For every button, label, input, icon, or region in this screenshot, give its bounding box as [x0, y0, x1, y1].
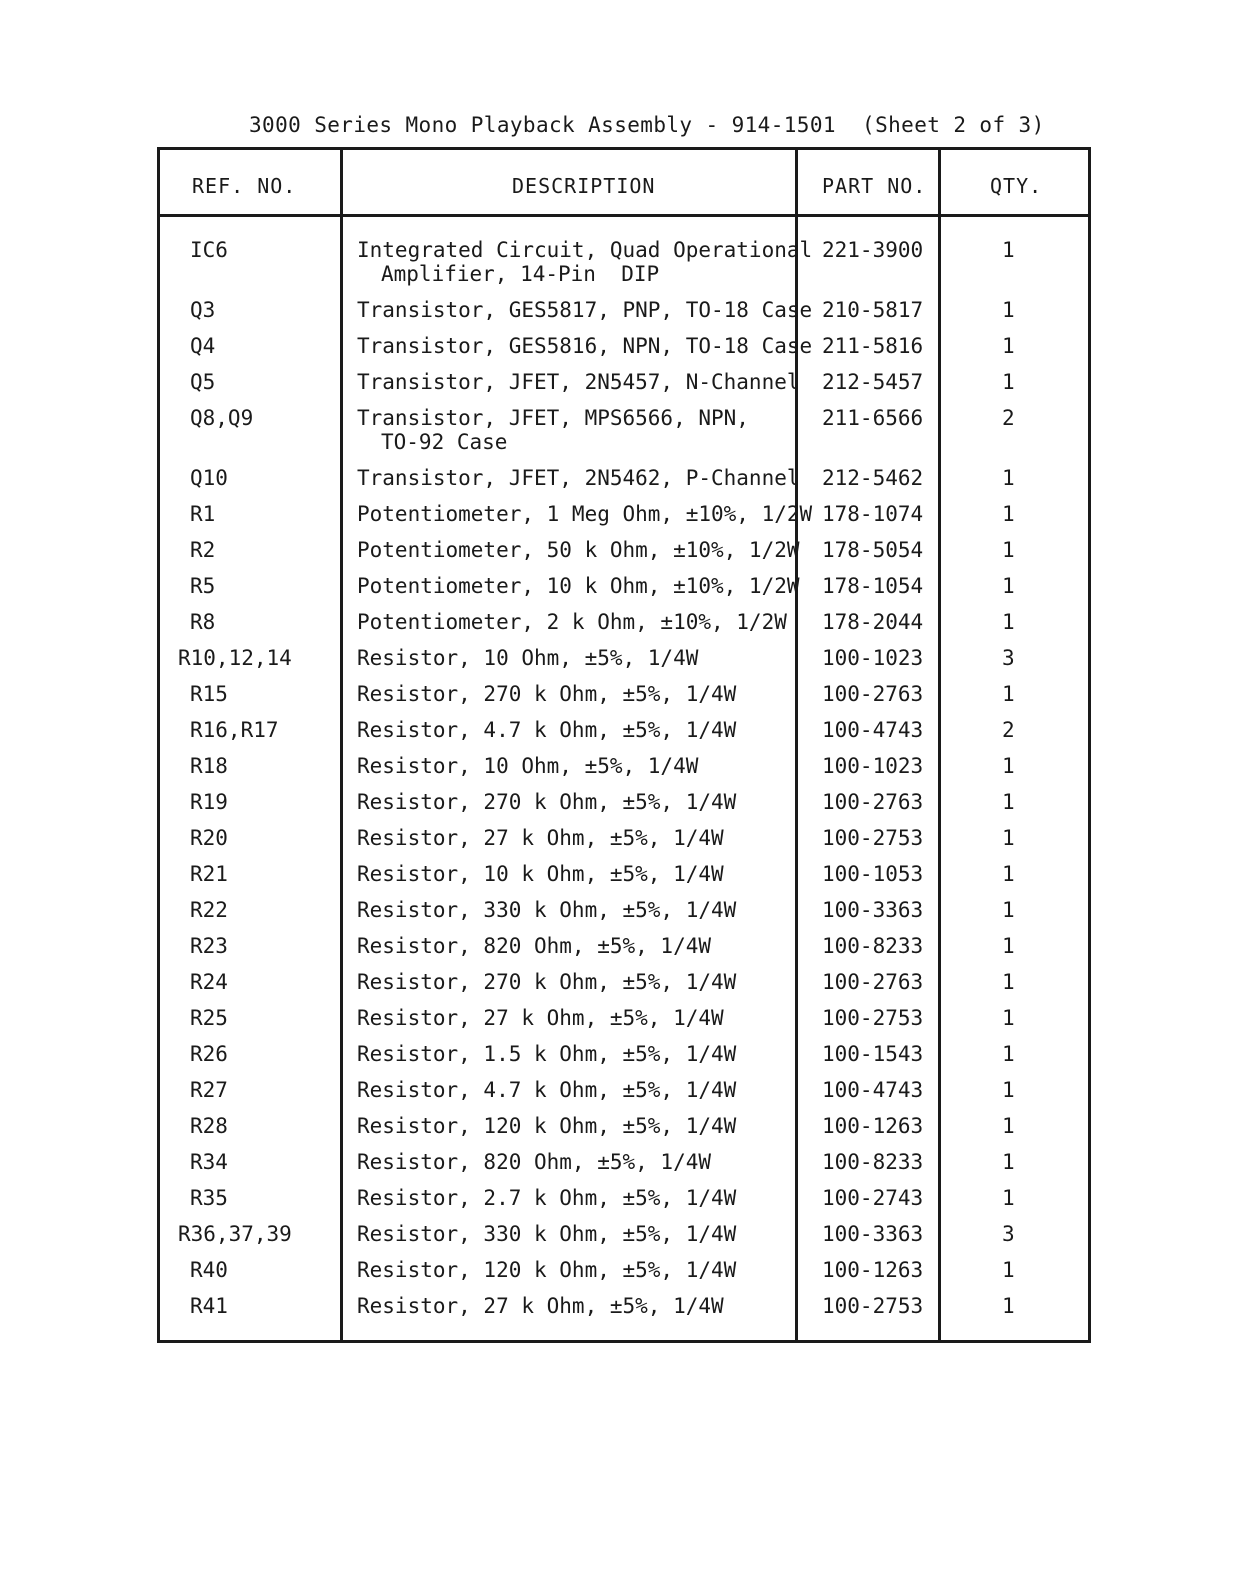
qty-cell: 1 — [1002, 970, 1015, 994]
description-line: Resistor, 270 k Ohm, ±5%, 1/4W — [357, 682, 737, 706]
qty-cell: 1 — [1002, 1294, 1015, 1318]
description-line: Transistor, GES5817, PNP, TO-18 Case — [357, 298, 813, 322]
description-line: Transistor, JFET, MPS6566, NPN, — [357, 406, 749, 430]
ref-no-cell: R19 — [190, 790, 228, 814]
qty-cell: 1 — [1002, 898, 1015, 922]
part-no-cell: 100-2763 — [822, 790, 924, 814]
description-cell — [357, 754, 698, 778]
qty-cell: 2 — [1002, 406, 1015, 430]
part-no-cell: 100-8233 — [822, 1150, 924, 1174]
description-line: Resistor, 270 k Ohm, ±5%, 1/4W — [357, 790, 737, 814]
description-cell — [357, 1042, 736, 1066]
part-no-cell: 178-5054 — [822, 538, 924, 562]
ref-no-cell: R16,R17 — [190, 718, 279, 742]
qty-cell: 1 — [1002, 1186, 1015, 1210]
description-line: Resistor, 330 k Ohm, ±5%, 1/4W — [357, 898, 737, 922]
qty-cell: 3 — [1002, 1222, 1015, 1246]
ref-no-cell: R15 — [190, 682, 228, 706]
qty-cell: 1 — [1002, 1258, 1015, 1282]
description-line: Resistor, 27 k Ohm, ±5%, 1/4W — [357, 826, 724, 850]
description-cell — [357, 1006, 724, 1030]
description-cell — [357, 238, 812, 286]
description-line: Transistor, JFET, 2N5462, P-Channel — [357, 466, 800, 490]
description-cell — [357, 370, 800, 394]
description-cell — [357, 898, 736, 922]
header-divider — [160, 214, 1088, 217]
qty-cell: 1 — [1002, 826, 1015, 850]
qty-cell: 1 — [1002, 934, 1015, 958]
qty-cell: 1 — [1002, 1042, 1015, 1066]
ref-no-cell: R34 — [190, 1150, 228, 1174]
ref-no-cell: Q5 — [190, 370, 216, 394]
header-ref-no: REF. NO. — [192, 174, 297, 198]
part-no-cell: 212-5457 — [822, 370, 924, 394]
description-line: Integrated Circuit, Quad Operational — [357, 238, 813, 262]
description-line: Resistor, 10 Ohm, ±5%, 1/4W — [357, 646, 699, 670]
part-no-cell: 100-3363 — [822, 898, 924, 922]
description-cell — [357, 934, 711, 958]
description-line: Resistor, 270 k Ohm, ±5%, 1/4W — [357, 970, 737, 994]
part-no-cell: 178-2044 — [822, 610, 924, 634]
ref-no-cell: R21 — [190, 862, 228, 886]
part-no-cell: 100-2753 — [822, 1006, 924, 1030]
qty-cell: 1 — [1002, 502, 1015, 526]
ref-no-cell: R18 — [190, 754, 228, 778]
qty-cell: 1 — [1002, 538, 1015, 562]
part-no-cell: 100-1053 — [822, 862, 924, 886]
ref-no-cell: R20 — [190, 826, 228, 850]
description-cell — [357, 574, 800, 598]
description-line: Resistor, 820 Ohm, ±5%, 1/4W — [357, 934, 712, 958]
part-no-cell: 100-4743 — [822, 718, 924, 742]
part-no-cell: 211-6566 — [822, 406, 924, 430]
qty-cell: 1 — [1002, 610, 1015, 634]
description-cell — [357, 610, 787, 634]
ref-no-cell: R23 — [190, 934, 228, 958]
part-no-cell: 221-3900 — [822, 238, 924, 262]
description-line: Resistor, 4.7 k Ohm, ±5%, 1/4W — [357, 1078, 737, 1102]
description-line: Resistor, 2.7 k Ohm, ±5%, 1/4W — [357, 1186, 737, 1210]
parts-table — [157, 147, 1091, 1343]
ref-no-cell: Q3 — [190, 298, 216, 322]
description-line: Potentiometer, 50 k Ohm, ±10%, 1/2W — [357, 538, 800, 562]
part-no-cell: 212-5462 — [822, 466, 924, 490]
qty-cell: 1 — [1002, 466, 1015, 490]
ref-no-cell: R22 — [190, 898, 228, 922]
description-line: Resistor, 120 k Ohm, ±5%, 1/4W — [357, 1258, 737, 1282]
ref-no-cell: R10,12,14 — [178, 646, 292, 670]
description-cell — [357, 406, 749, 454]
description-cell — [357, 1258, 736, 1282]
description-line: Potentiometer, 1 Meg Ohm, ±10%, 1/2W — [357, 502, 813, 526]
part-no-cell: 100-2743 — [822, 1186, 924, 1210]
ref-no-cell: Q10 — [190, 466, 228, 490]
ref-no-cell: R28 — [190, 1114, 228, 1138]
description-line: Resistor, 4.7 k Ohm, ±5%, 1/4W — [357, 718, 737, 742]
description-line: Transistor, GES5816, NPN, TO-18 Case — [357, 334, 813, 358]
ref-no-cell: R25 — [190, 1006, 228, 1030]
ref-no-cell: Q4 — [190, 334, 216, 358]
description-cell — [357, 1150, 711, 1174]
qty-cell: 1 — [1002, 238, 1015, 262]
header-qty: QTY. — [990, 174, 1043, 198]
description-continuation: TO-92 Case — [381, 430, 508, 454]
description-cell — [357, 1114, 736, 1138]
qty-cell: 1 — [1002, 574, 1015, 598]
description-cell — [357, 1078, 736, 1102]
description-line: Resistor, 120 k Ohm, ±5%, 1/4W — [357, 1114, 737, 1138]
part-no-cell: 178-1054 — [822, 574, 924, 598]
ref-no-cell: R36,37,39 — [178, 1222, 292, 1246]
description-cell — [357, 826, 724, 850]
description-cell — [357, 538, 800, 562]
ref-no-cell: R27 — [190, 1078, 228, 1102]
header-part-no: PART NO. — [822, 174, 927, 198]
part-no-cell: 100-1263 — [822, 1258, 924, 1282]
description-line: Resistor, 1.5 k Ohm, ±5%, 1/4W — [357, 1042, 737, 1066]
part-no-cell: 100-1543 — [822, 1042, 924, 1066]
ref-no-cell: R41 — [190, 1294, 228, 1318]
part-no-cell: 211-5816 — [822, 334, 924, 358]
qty-cell: 1 — [1002, 862, 1015, 886]
description-line: Resistor, 330 k Ohm, ±5%, 1/4W — [357, 1222, 737, 1246]
column-divider — [795, 150, 798, 1340]
part-no-cell: 178-1074 — [822, 502, 924, 526]
qty-cell: 1 — [1002, 1078, 1015, 1102]
column-divider — [340, 150, 343, 1340]
qty-cell: 1 — [1002, 682, 1015, 706]
qty-cell: 1 — [1002, 1150, 1015, 1174]
part-no-cell: 100-2753 — [822, 826, 924, 850]
ref-no-cell: IC6 — [190, 238, 228, 262]
qty-cell: 1 — [1002, 370, 1015, 394]
description-line: Resistor, 10 Ohm, ±5%, 1/4W — [357, 754, 699, 778]
qty-cell: 3 — [1002, 646, 1015, 670]
part-no-cell: 100-8233 — [822, 934, 924, 958]
ref-no-cell: R5 — [190, 574, 216, 598]
qty-cell: 1 — [1002, 334, 1015, 358]
description-cell — [357, 718, 736, 742]
ref-no-cell: R8 — [190, 610, 216, 634]
description-cell — [357, 790, 736, 814]
qty-cell: 1 — [1002, 790, 1015, 814]
description-cell — [357, 334, 812, 358]
description-cell — [357, 970, 736, 994]
part-no-cell: 100-2763 — [822, 970, 924, 994]
qty-cell: 1 — [1002, 754, 1015, 778]
part-no-cell: 210-5817 — [822, 298, 924, 322]
qty-cell: 1 — [1002, 1114, 1015, 1138]
description-cell — [357, 862, 724, 886]
description-line: Potentiometer, 10 k Ohm, ±10%, 1/2W — [357, 574, 800, 598]
part-no-cell: 100-2763 — [822, 682, 924, 706]
description-line: Resistor, 10 k Ohm, ±5%, 1/4W — [357, 862, 724, 886]
part-no-cell: 100-1263 — [822, 1114, 924, 1138]
part-no-cell: 100-3363 — [822, 1222, 924, 1246]
part-no-cell: 100-2753 — [822, 1294, 924, 1318]
part-no-cell: 100-4743 — [822, 1078, 924, 1102]
description-continuation: Amplifier, 14-Pin DIP — [381, 262, 660, 286]
ref-no-cell: R2 — [190, 538, 216, 562]
description-cell — [357, 646, 698, 670]
description-cell — [357, 502, 812, 526]
description-line: Resistor, 27 k Ohm, ±5%, 1/4W — [357, 1294, 724, 1318]
ref-no-cell: R1 — [190, 502, 216, 526]
qty-cell: 1 — [1002, 298, 1015, 322]
description-cell — [357, 682, 736, 706]
qty-cell: 1 — [1002, 1006, 1015, 1030]
qty-cell: 2 — [1002, 718, 1015, 742]
header-description: DESCRIPTION — [512, 174, 656, 198]
description-line: Transistor, JFET, 2N5457, N-Channel — [357, 370, 800, 394]
ref-no-cell: R26 — [190, 1042, 228, 1066]
ref-no-cell: R24 — [190, 970, 228, 994]
ref-no-cell: R35 — [190, 1186, 228, 1210]
part-no-cell: 100-1023 — [822, 646, 924, 670]
part-no-cell: 100-1023 — [822, 754, 924, 778]
description-cell — [357, 1186, 736, 1210]
description-cell — [357, 1294, 724, 1318]
page-title: 3000 Series Mono Playback Assembly - 914-1501 (Sheet 2 of 3) — [249, 113, 1045, 137]
description-cell — [357, 298, 812, 322]
column-divider — [938, 150, 941, 1340]
ref-no-cell: R40 — [190, 1258, 228, 1282]
ref-no-cell: Q8,Q9 — [190, 406, 254, 430]
description-line: Resistor, 820 Ohm, ±5%, 1/4W — [357, 1150, 712, 1174]
description-line: Potentiometer, 2 k Ohm, ±10%, 1/2W — [357, 610, 787, 634]
description-line: Resistor, 27 k Ohm, ±5%, 1/4W — [357, 1006, 724, 1030]
description-cell — [357, 1222, 736, 1246]
description-cell — [357, 466, 800, 490]
